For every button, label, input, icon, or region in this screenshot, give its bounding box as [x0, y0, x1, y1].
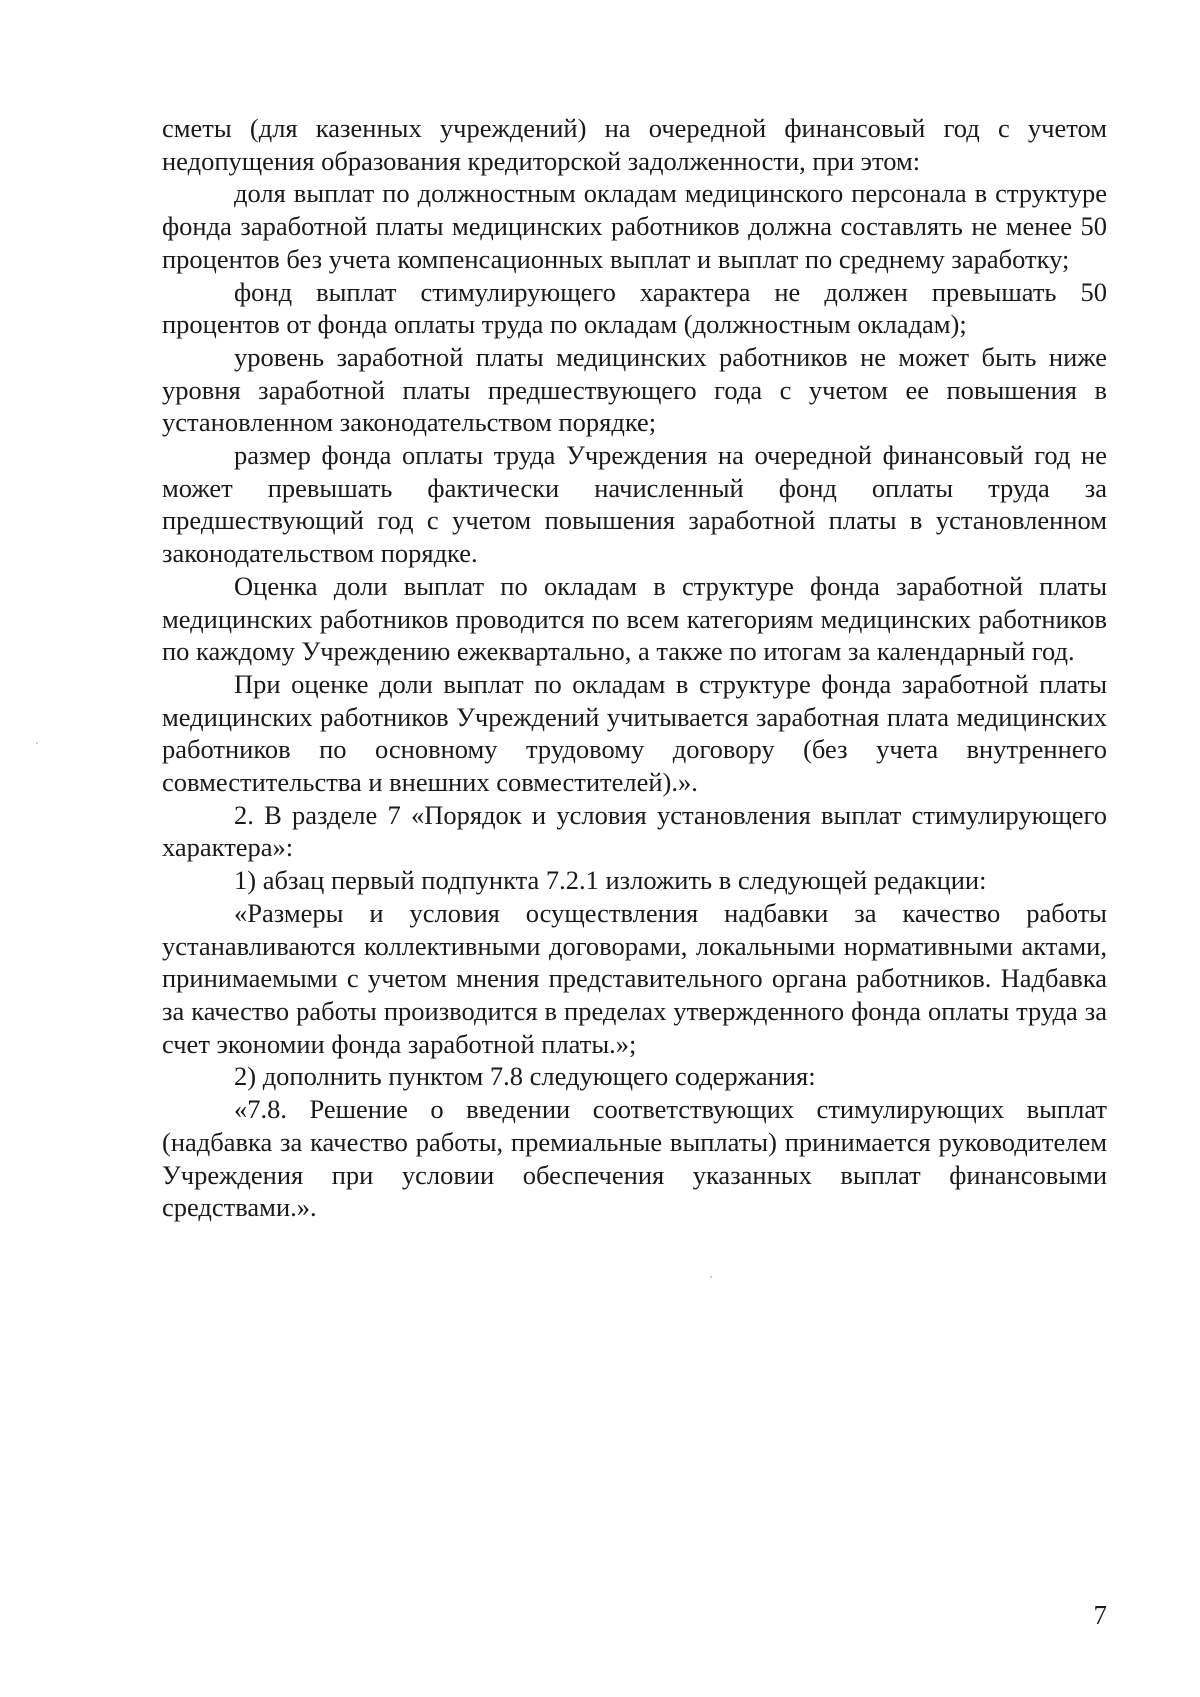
paragraph-salary-level: уровень заработной платы медицинских работников не может быть ниже уровня заработной платы предшествующего года с учетом ее повышения в установленном законодательством порядке; — [162, 341, 1107, 438]
paragraph-continuation: сметы (для казенных учреждений) на очередной финансовый год с учетом недопущения образования кредиторской задолженности, при этом: — [162, 113, 1107, 176]
paragraph-share-assessment: Оценка доли выплат по окладам в структуре фонда заработной платы медицинских работников проводится по всем категориям медицинских работников по каждому Учреждению ежеквартально, а также по итогам за календарный год. — [162, 570, 1107, 667]
page-number: 7 — [1093, 1600, 1107, 1630]
paragraph-payroll-fund-size: размер фонда оплаты труда Учреждения на очередной финансовый год не может превышать фактически начисленный фонд оплаты труда за предшествующий год с учетом повышения заработной платы в установленном законодательством порядке. — [162, 440, 1107, 569]
scan-speck — [710, 1276, 712, 1278]
paragraph-item-2: 2) дополнить пунктом 7.8 следующего содержания: — [234, 1061, 816, 1092]
paragraph-assessment-scope: При оценке доли выплат по окладам в структуре фонда заработной платы медицинских работников Учреждений учитывается заработная плата медицинских работников по основному трудовому договору (без учета внутреннего совместительства и внешних совместителей).». — [162, 668, 1107, 798]
paragraph-quality-bonus: «Размеры и условия осуществления надбавки за качество работы устанавливаются коллективными договорами, локальными нормативными актами, принимаемыми с учетом мнения представительного органа работников. Надбавка за качество работы производится в пределах утвержденного фонда оплаты труда за счет экономии фонда заработной платы.»; — [162, 897, 1107, 1059]
paragraph-clause-7-8: «7.8. Решение о введении соответствующих стимулирующих выплат (надбавка за качество работы, премиальные выплаты) принимается руководителем Учреждения при условии обеспечения указанных выплат финансовыми средствами.». — [162, 1094, 1107, 1223]
paragraph-section-7: 2. В разделе 7 «Порядок и условия установления выплат стимулирующего характера»: — [162, 799, 1107, 863]
paragraph-item-1: 1) абзац первый подпункта 7.2.1 изложить в следующей редакции: — [234, 865, 987, 896]
paragraph-incentive-fund: фонд выплат стимулирующего характера не должен превышать 50 процентов от фонда оплаты труда по окладам (должностным окладам); — [162, 276, 1107, 340]
paragraph-salary-share: доля выплат по должностным окладам медицинского персонала в структуре фонда заработной платы медицинских работников должна составлять не менее 50 процентов без учета компенсационных выплат и выплат по среднему заработку; — [162, 178, 1107, 274]
document-body — [162, 112, 1107, 1224]
scan-speck — [36, 742, 38, 744]
